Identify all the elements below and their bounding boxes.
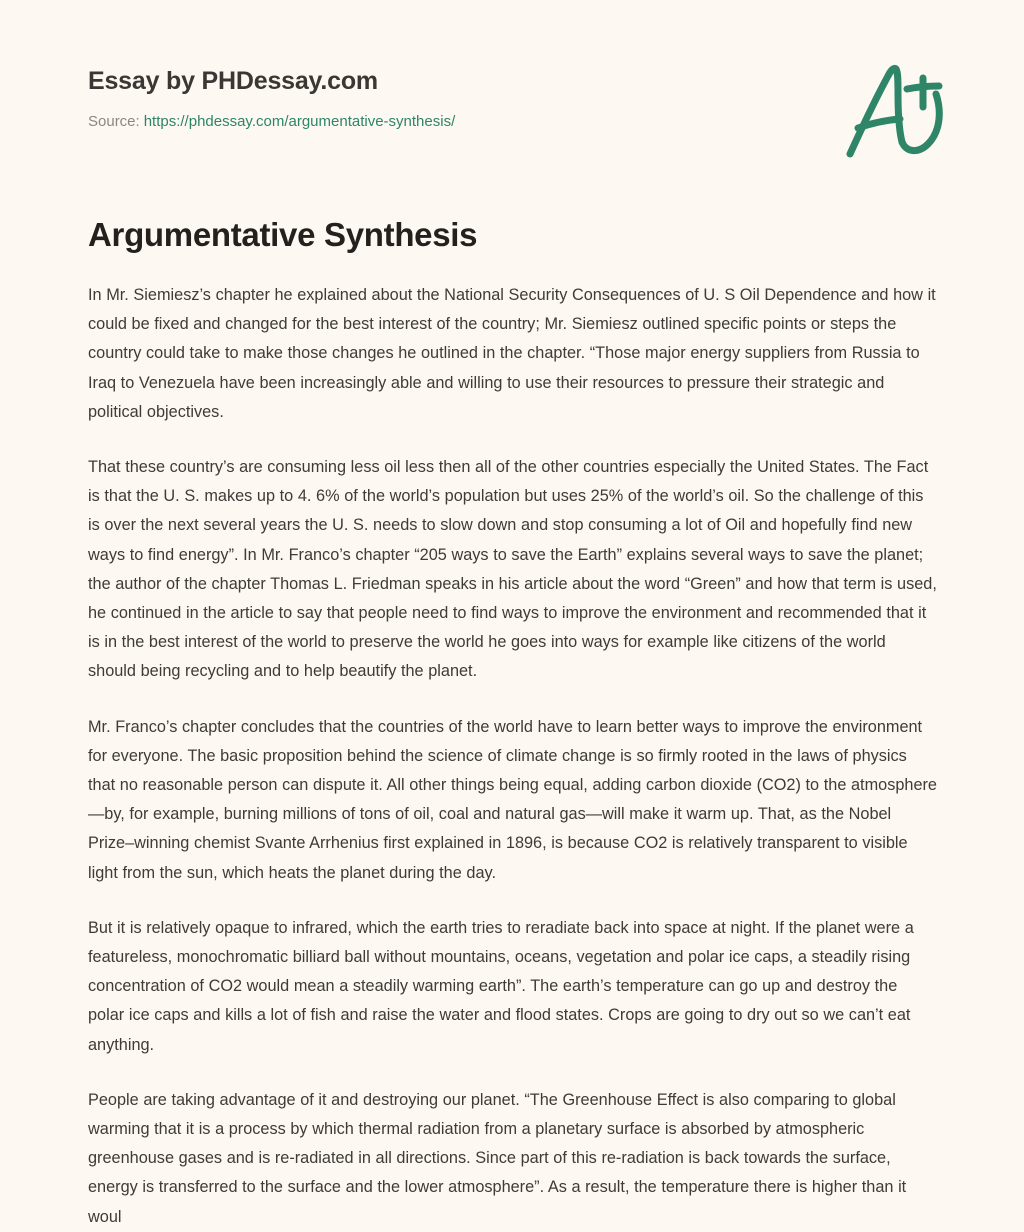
masthead-text-block — [88, 68, 455, 131]
essay-paragraph: But it is relatively opaque to infrared, which the earth tries to reradiate back into space at night. If the planet were a featureless, monochromatic billiard ball without mountains, oceans, vegetation and polar ice caps, a steadily rising concentration of CO2 would mean a steadily warming earth”. The earth’s temperature can go up and destroy the polar ice caps and kills a lot of fish and raise the water and flood states. Crops are going to dry out so we can’t eat anything. — [88, 918, 914, 1054]
source-label: Source: — [88, 112, 140, 130]
source-line — [88, 112, 455, 132]
essay-paragraph: People are taking advantage of it and destroying our planet. “The Greenhouse Effect is also comparing to global warming that it is a process by which thermal radiation from a planetary surface is absorbed by atmospheric greenhouse gases and is re-radiated in all directions. Since part of this re-radiation is back towards the surface, energy is transferred to the surface and the lower atmosphere”. As a result, the temperature there is higher than it woul — [88, 1090, 907, 1226]
source-url-link[interactable]: https://phdessay.com/argumentative-synthesis/ — [143, 112, 456, 130]
a-plus-logo-glyph — [836, 54, 956, 164]
essay-paragraph: That these country’s are consuming less oil less then all of the other countries especially the United States. The Fact is that the U. S. makes up to 4. 6% of the world’s population but uses 25% of the world’s oil. So the challenge of this is over the next several years the U. S. needs to slow down and stop consuming a lot of Oil and hopefully find new ways to find energy”. In Mr. Franco’s chapter “205 ways to save the Earth” explains several ways to save the planet; the author of the chapter Thomas L. Friedman speaks in his article about the word “Green” and how that term is used, he continued in the article to say that people need to find ways to improve the environment and recommended that it is in the best interest of the world to preserve the world he goes into ways for example like citizens of the world should being recycling and to help beautify the planet. — [88, 458, 937, 681]
page-title: Argumentative Synthesis — [88, 216, 478, 253]
brand-title: Essay by PHDessay.com — [88, 67, 378, 95]
essay-paragraph: In Mr. Siemiesz’s chapter he explained about the National Security Consequences of U. S Oil Dependence and how it could be fixed and changed for the best interest of the country; Mr. Siemiesz outlined specific points or steps the country could take to make those changes he outlined in the chapter. “Those major energy suppliers from Russia to Iraq to Venezuela have been increasingly able and willing to use their resources to pressure their strategic and political objectives. — [88, 286, 936, 421]
essay-body — [88, 281, 938, 1232]
essay-paragraph: Mr. Franco’s chapter concludes that the countries of the world have to learn better ways to improve the environment for everyone. The basic proposition behind the science of climate change is so firmly rooted in the laws of physics that no reasonable person can dispute it. All other things being equal, adding carbon dioxide (CO2) to the atmosphere—by, for example, burning millions of tons of oil, coal and natural gas—will make it warm up. That, as the Nobel Prize–winning chemist Svante Arrhenius first explained in 1896, is because CO2 is relatively transparent to visible light from the sun, which heats the planet during the day. — [88, 717, 937, 882]
a-plus-logo — [836, 54, 956, 164]
page-masthead — [88, 68, 948, 178]
